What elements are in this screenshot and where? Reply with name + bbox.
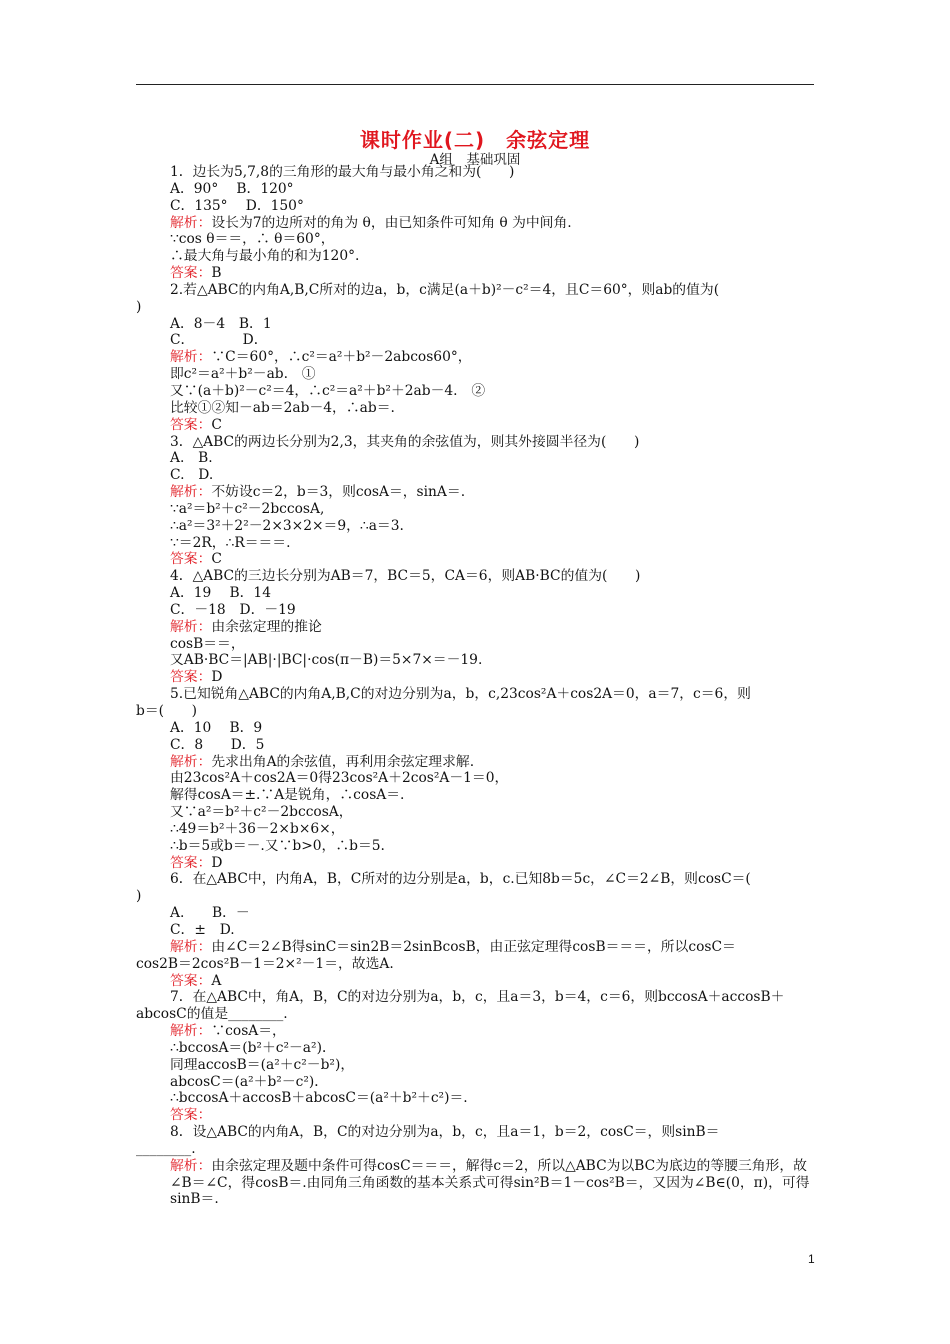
text-line (136, 400, 816, 417)
line-text: abcosC的值是________. (136, 1006, 288, 1023)
line-text: 即c²＝a²＋b²－ab. ① (170, 366, 316, 383)
line-text: 解得cosA＝±.∵A是锐角，∴cosA＝. (170, 787, 405, 804)
line-text: D (211, 854, 223, 871)
line-text: 又AB·BC＝|AB|·|BC|·cos(π－B)＝5×7×＝－19. (170, 652, 483, 669)
line-label: 答案： (170, 854, 212, 871)
text-line (136, 905, 816, 922)
text-line (136, 231, 816, 248)
text-line (136, 1023, 816, 1040)
line-text: 比较①②知－ab＝2ab－4，∴ab＝. (170, 399, 395, 416)
line-text: ________. (136, 1140, 196, 1157)
text-line (136, 686, 816, 703)
text-line (136, 417, 816, 434)
text-line (136, 619, 816, 636)
text-line (136, 215, 816, 232)
text-line (136, 804, 816, 821)
line-text: 由∠C＝2∠B得sinC＝sin2B＝2sinBcosB，由正弦定理得cosB＝＝＝，所以cosC＝ (211, 938, 736, 955)
text-line (136, 737, 816, 754)
text-line (136, 602, 816, 619)
text-line (136, 989, 816, 1006)
line-text: C (211, 551, 222, 568)
line-text: ∵C＝60°，∴c²＝a²＋b²－2abcos60°， (211, 349, 472, 366)
text-line (136, 1124, 816, 1141)
text-line (136, 265, 816, 282)
line-label: 解析： (170, 1023, 212, 1040)
text-line (136, 568, 816, 585)
text-line (136, 821, 816, 838)
text-line (136, 535, 816, 552)
line-text: A (211, 972, 222, 989)
text-line (136, 299, 816, 316)
text-line (136, 467, 816, 484)
line-label: 答案： (170, 669, 212, 686)
text-line (136, 332, 816, 349)
line-text: abcosC＝(a²＋b²－c²)． (170, 1073, 329, 1090)
line-text: C．± D. (170, 921, 235, 938)
text-line (136, 922, 816, 939)
line-text: C．8 D．5 (170, 736, 265, 753)
line-text: ) (136, 888, 142, 905)
text-line (136, 366, 816, 383)
line-text: ∴bccosA＋accosB＋abcosC＝(a²＋b²＋c²)＝. (170, 1090, 468, 1107)
text-line (136, 973, 816, 990)
text-line (136, 720, 816, 737)
line-text: ∵cos θ＝＝，∴ θ＝60°， (170, 231, 335, 248)
text-line (136, 787, 816, 804)
text-line (136, 703, 816, 720)
text-line (136, 383, 816, 400)
line-text: 由余弦定理及题中条件可得cosC＝＝＝，解得c＝2，所以△ABC为以BC为底边的等腰三角形，故∠B＝∠C，得cosB＝.由同角三角函数的基本关系式可得sin²B＝1－cos²B＝，又因为∠B∈(0，π)，可得sinB＝. (170, 1157, 810, 1208)
line-text: ∴bccosA＝(b²＋c²－a²)． (170, 1039, 336, 1056)
text-line (136, 349, 816, 366)
text-line (136, 585, 816, 602)
text-line (136, 282, 816, 299)
line-text: ∴a²＝3²＋2²－2×3×2×＝9，∴a＝3. (170, 517, 404, 534)
text-line (136, 770, 816, 787)
line-text: 同理accosB＝(a²＋c²－b²)， (170, 1056, 355, 1073)
line-label: 解析： (170, 214, 212, 231)
line-label: 解析： (170, 753, 212, 770)
line-label: 解析： (170, 1157, 212, 1174)
text-line (136, 636, 816, 653)
document-body (136, 164, 816, 1208)
line-text: cosB＝＝， (170, 635, 245, 652)
text-line (136, 248, 816, 265)
line-label: 解析： (170, 938, 212, 955)
line-text: C (211, 416, 222, 433)
line-text: 4．△ABC的三边长分别为AB＝7，BC＝5，CA＝6，则AB·BC的值为( ) (170, 568, 641, 585)
line-text: C．135° D．150° (170, 197, 304, 214)
text-line (136, 551, 816, 568)
text-line (136, 501, 816, 518)
line-text: 又∵(a＋b)²－c²＝4，∴c²＝a²＋b²＋2ab－4. ② (170, 382, 486, 399)
line-text: ∴b＝5或b＝－.又∵b>0，∴b＝5. (170, 837, 385, 854)
line-label: 解析： (170, 618, 212, 635)
line-text: A. B. (170, 450, 213, 467)
text-line (136, 855, 816, 872)
text-line (136, 1040, 816, 1057)
text-line (136, 1158, 816, 1209)
line-text: 1．边长为5,7,8的三角形的最大角与最小角之和为( ) (170, 164, 515, 180)
line-text: b＝( ) (136, 703, 197, 719)
line-text: ∴最大角与最小角的和为120°. (170, 248, 360, 265)
text-line (136, 956, 816, 973)
text-line (136, 754, 816, 771)
text-line (136, 1006, 816, 1023)
line-text: ∴49＝b²＋36－2×b×6×， (170, 820, 345, 837)
text-line (136, 1090, 816, 1107)
text-line (136, 198, 816, 215)
header-rule (136, 84, 814, 85)
line-text: A．10 B．9 (170, 719, 263, 736)
line-text: 又∵a²＝b²＋c²－2bccosA， (170, 804, 353, 821)
line-text: C. D. (170, 467, 214, 484)
line-text: C． D． (170, 332, 268, 349)
text-line (136, 316, 816, 333)
line-label: 解析： (170, 484, 212, 501)
text-line (136, 434, 816, 451)
line-text: A．90° B．120° (170, 180, 294, 197)
text-line (136, 450, 816, 467)
line-text: 2.若△ABC的内角A,B,C所对的边a，b，c满足(a＋b)²－c²＝4，且C＝60°，则ab的值为( (170, 281, 720, 298)
line-text: 8．设△ABC的内角A，B，C的对边分别为a，b，c，且a＝1，b＝2，cosC＝，则sinB＝ (170, 1124, 720, 1141)
line-text: ∵＝2R，∴R＝＝＝. (170, 534, 291, 551)
text-line (136, 669, 816, 686)
section-label: A组 基础巩固 (429, 152, 521, 168)
line-text: B (211, 265, 222, 282)
line-text: C．－18 D．－19 (170, 601, 296, 618)
line-text: ∵cosA＝， (211, 1023, 286, 1040)
text-line (136, 652, 816, 669)
line-text: 5.已知锐角△ABC的内角A,B,C的对边分别为a，b，c,23cos²A＋cos2A＝0，a＝7，c＝6，则 (170, 686, 751, 703)
text-line (136, 1141, 816, 1158)
text-line (136, 871, 816, 888)
text-line (136, 838, 816, 855)
text-line (136, 1107, 816, 1124)
line-text: 6．在△ABC中，内角A，B，C所对的边分别是a，b，c.已知8b＝5c，∠C＝2∠B，则cosC＝( (170, 871, 751, 888)
line-text: 先求出角A的余弦值，再利用余弦定理求解. (211, 753, 475, 770)
line-label: 答案： (170, 416, 212, 433)
line-label: 解析： (170, 349, 212, 366)
text-line (136, 181, 816, 198)
line-label: 答案： (170, 551, 212, 568)
text-line (136, 518, 816, 535)
text-line (136, 1057, 816, 1074)
text-line (136, 164, 816, 181)
line-text: ∵a²＝b²＋c²－2bccosA, (170, 500, 325, 517)
line-text: A. B．－ (170, 905, 250, 922)
text-line (136, 888, 816, 905)
line-text: 3．△ABC的两边长分别为2,3，其夹角的余弦值为，则其外接圆半径为( ) (170, 433, 640, 450)
line-text: 由余弦定理的推论 (211, 618, 322, 635)
page-title: 课时作业(二) 余弦定理 (359, 128, 591, 152)
line-text: 7．在△ABC中，角A，B，C的对边分别为a，b，c，且a＝3，b＝4，c＝6，则bccosA＋accosB＋ (170, 989, 785, 1006)
line-text: D (211, 669, 223, 686)
line-text: 不妨设c＝2，b＝3，则cosA＝，sinA＝. (211, 484, 466, 501)
line-label: 答案： (170, 972, 212, 989)
text-line (136, 939, 816, 956)
line-text: ) (136, 298, 142, 315)
text-line (136, 1074, 816, 1091)
line-text: A．19 B．14 (170, 585, 271, 602)
line-text: 设长为7的边所对的角为 θ，由已知条件可知角 θ 为中间角. (211, 214, 572, 231)
text-line (136, 484, 816, 501)
line-label: 答案： (170, 1107, 212, 1124)
line-text: cos2B＝2cos²B－1＝2×²－1＝，故选A. (136, 955, 394, 972)
line-text: A．8－4 B．1 (170, 315, 272, 332)
line-text: 由23cos²A＋cos2A＝0得23cos²A＋2cos²A－1＝0， (170, 770, 509, 787)
page-number: 1 (808, 1252, 815, 1266)
line-label: 答案： (170, 265, 212, 282)
